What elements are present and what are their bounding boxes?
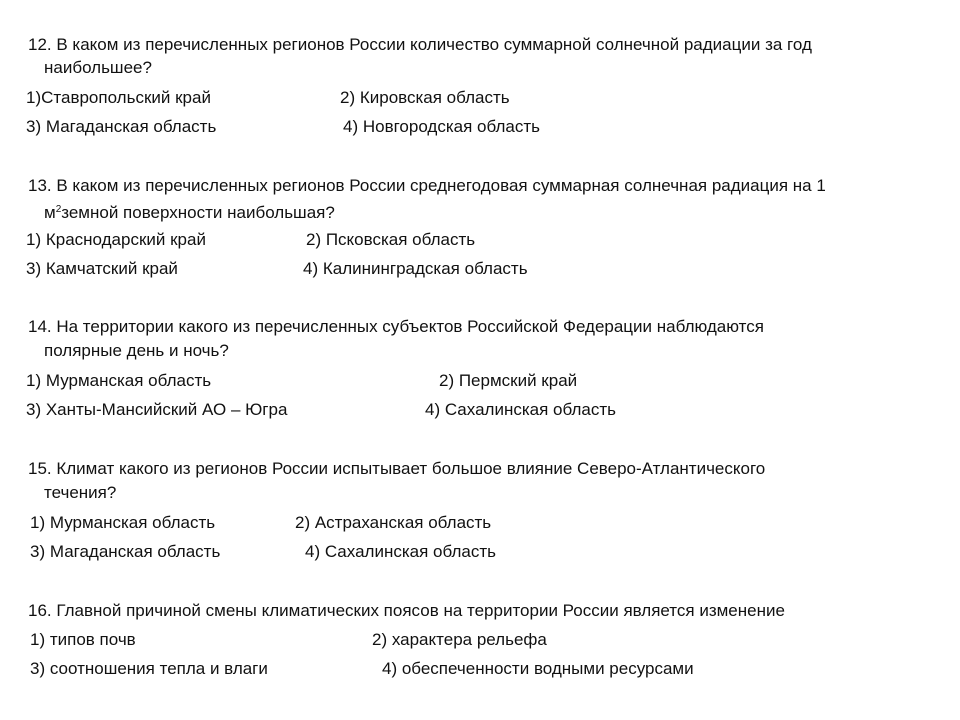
answer-14-1: 1) Мурманская область [26, 371, 212, 390]
question-12-text-cont: наибольшее? [44, 58, 152, 77]
question-14-text: 14. На территории какого из перечисленных субъектов Российской Федерации наблюдаются [28, 317, 764, 336]
answer-15-2: 2) Астраханская область [295, 513, 492, 532]
answer-15-1: 1) Мурманская область [30, 513, 216, 532]
question-15-text-cont: течения? [44, 483, 117, 502]
question-13-text: 13. В каком из перечисленных регионов России среднегодовая суммарная солнечная радиация на 1 [28, 176, 826, 195]
answer-14-3: 3) Ханты-Мансийский АО – Югра [26, 400, 288, 419]
answer-12-1: 1)Ставропольский край [26, 88, 211, 107]
answer-16-2: 2) характера рельефа [372, 630, 547, 649]
answer-13-2: 2) Псковская область [306, 230, 476, 249]
answer-15-3: 3) Магаданская область [30, 542, 221, 561]
answer-12-3: 3) Магаданская область [26, 117, 217, 136]
question-14-text-cont: полярные день и ночь? [44, 341, 229, 360]
answer-16-3: 3) соотношения тепла и влаги [30, 659, 268, 678]
question-15-text: 15. Климат какого из регионов России испытывает большое влияние Северо-Атлантического [28, 459, 766, 478]
answer-13-3: 3) Камчатский край [26, 259, 178, 278]
answer-12-2: 2) Кировская область [340, 88, 510, 107]
answer-13-1: 1) Краснодарский край [26, 230, 206, 249]
question-16-text: 16. Главной причиной смены климатических поясов на территории России является изменение [28, 601, 785, 620]
superscript-2: 2 [55, 204, 62, 215]
answer-14-2: 2) Пермский край [439, 371, 578, 390]
answer-15-4: 4) Сахалинская область [305, 542, 496, 561]
question-12-text: 12. В каком из перечисленных регионов России количество суммарной солнечной радиации за год [28, 35, 812, 54]
answer-12-4: 4) Новгородская область [343, 117, 540, 136]
answer-16-4: 4) обеспеченности водными ресурсами [382, 659, 694, 678]
question-13-text-cont: $м^2земной$ поверхности наибольшая? [44, 203, 335, 222]
answer-16-1: 1) типов почв [30, 630, 136, 649]
answer-14-4: 4) Сахалинская область [425, 400, 616, 419]
answer-13-4: 4) Калининградская область [303, 259, 528, 278]
